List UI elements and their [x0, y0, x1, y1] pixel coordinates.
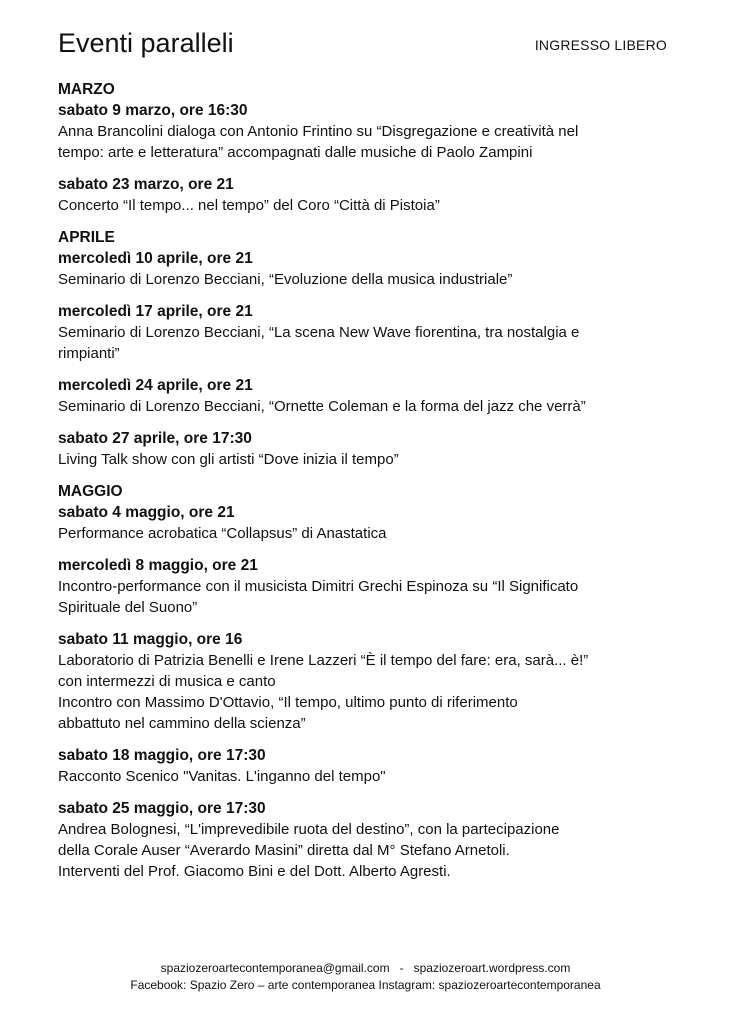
admission-label: INGRESSO LIBERO — [534, 37, 667, 53]
event-date: sabato 11 maggio, ore 16 — [58, 631, 243, 648]
footer-social: Facebook: Spazio Zero – arte contemporanea Instagram: spaziozeroartecontemporanea — [130, 978, 601, 992]
event-date: mercoledì 17 aprile, ore 21 — [58, 303, 253, 320]
event-description-line: Andrea Bolognesi, “L'imprevedibile ruota del destino”, con la partecipazione — [58, 821, 560, 838]
event-description-line: Living Talk show con gli artisti “Dove inizia il tempo” — [58, 451, 399, 468]
event-item — [58, 555, 678, 618]
event-item — [58, 375, 678, 417]
event-date: sabato 4 maggio, ore 21 — [58, 504, 235, 521]
event-description-line: Interventi del Prof. Giacomo Bini e del Dott. Alberto Agresti. — [58, 863, 451, 880]
header — [58, 24, 670, 64]
month-heading: APRILE — [58, 229, 115, 246]
event-description-line: con intermezzi di musica e canto — [58, 673, 276, 690]
page-title: Eventi paralleli — [58, 28, 234, 58]
event-item — [58, 248, 678, 290]
event-description-line: Anna Brancolini dialoga con Antonio Frintino su “Disgregazione e creatività nel — [58, 123, 579, 140]
event-description-line: Performance acrobatica “Collapsus” di Anastatica — [58, 525, 387, 542]
footer-contacts — [0, 960, 731, 977]
month-section — [58, 79, 678, 216]
event-description-line: rimpianti” — [58, 345, 120, 362]
event-description-line: della Corale Auser “Averardo Masini” diretta dal M° Stefano Arnetoli. — [58, 842, 510, 859]
event-description-line: Incontro-performance con il musicista Dimitri Grechi Espinoza su “Il Significato — [58, 578, 579, 595]
footer-website[interactable]: spaziozeroart.wordpress.com — [413, 961, 571, 975]
events-schedule — [58, 79, 678, 893]
month-heading: MARZO — [58, 81, 115, 98]
event-description-line: Racconto Scenico "Vanitas. L'inganno del tempo" — [58, 768, 386, 785]
event-item — [58, 100, 678, 163]
event-date: sabato 23 marzo, ore 21 — [58, 176, 234, 193]
event-date: sabato 25 maggio, ore 17:30 — [58, 800, 266, 817]
event-date: sabato 9 marzo, ore 16:30 — [58, 102, 248, 119]
event-description-line: tempo: arte e letteratura” accompagnati dalle musiche di Paolo Zampini — [58, 144, 533, 161]
event-description-line: Seminario di Lorenzo Becciani, “Ornette Coleman e la forma del jazz che verrà” — [58, 398, 586, 415]
event-date: mercoledì 8 maggio, ore 21 — [58, 557, 258, 574]
event-item — [58, 629, 678, 734]
event-item — [58, 428, 678, 470]
event-item — [58, 301, 678, 364]
event-description-line: Spirituale del Suono” — [58, 599, 198, 616]
event-description-line: Seminario di Lorenzo Becciani, “La scena New Wave fiorentina, tra nostalgia e — [58, 324, 580, 341]
event-description-line: Laboratorio di Patrizia Benelli e Irene Lazzeri “È il tempo del fare: era, sarà... è!” — [58, 652, 589, 669]
event-item — [58, 798, 678, 882]
event-description-line: Incontro con Massimo D'Ottavio, “Il tempo, ultimo punto di riferimento — [58, 694, 518, 711]
month-heading: MAGGIO — [58, 483, 123, 500]
event-date: mercoledì 24 aprile, ore 21 — [58, 377, 253, 394]
event-item — [58, 502, 678, 544]
event-item — [58, 174, 678, 216]
event-date: mercoledì 10 aprile, ore 21 — [58, 250, 253, 267]
event-description-line: Concerto “Il tempo... nel tempo” del Coro “Città di Pistoia” — [58, 197, 440, 214]
event-description-line: Seminario di Lorenzo Becciani, “Evoluzione della musica industriale” — [58, 271, 513, 288]
event-date: sabato 18 maggio, ore 17:30 — [58, 747, 266, 764]
footer — [0, 960, 731, 994]
month-section — [58, 227, 678, 470]
footer-email[interactable]: spaziozeroartecontemporanea@gmail.com — [160, 961, 390, 975]
event-date: sabato 27 aprile, ore 17:30 — [58, 430, 252, 447]
event-description-line: abbattuto nel cammino della scienza” — [58, 715, 306, 732]
event-item — [58, 745, 678, 787]
month-section — [58, 481, 678, 882]
footer-separator: - — [399, 961, 404, 975]
